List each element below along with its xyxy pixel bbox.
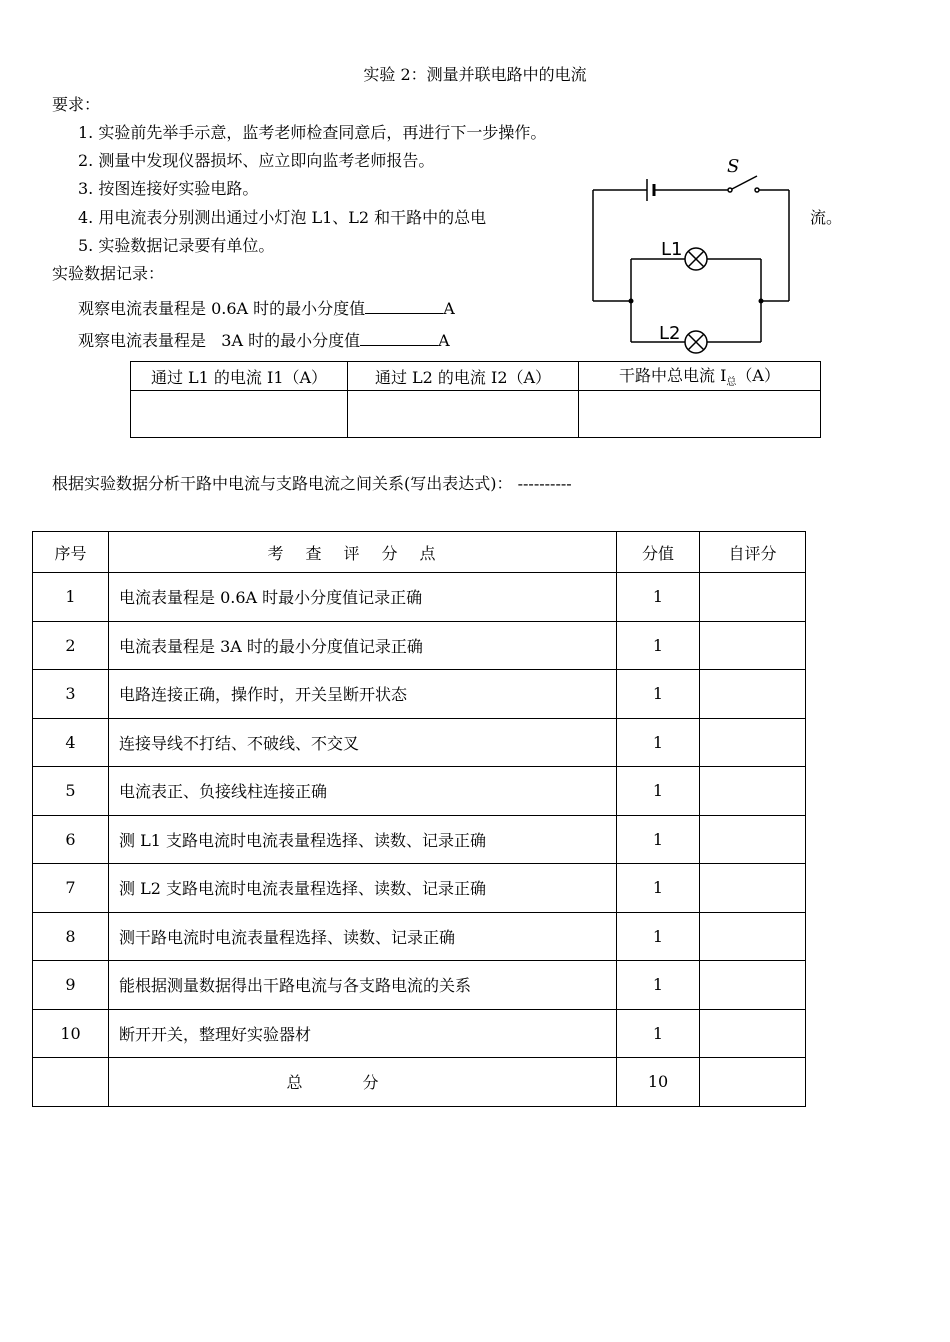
row-no: 6 xyxy=(33,815,109,864)
data-table-header xyxy=(579,362,821,391)
unit-label: A xyxy=(438,331,450,350)
self-score-cell[interactable] xyxy=(700,1009,806,1058)
analysis-text: 根据实验数据分析干路中电流与支路电流之间关系(写出表达式)： xyxy=(52,474,513,493)
row-point: 电流表正、负接线柱连接正确 xyxy=(109,767,617,816)
data-cell-i1[interactable] xyxy=(131,391,348,438)
table-row xyxy=(33,767,806,816)
table-row xyxy=(33,961,806,1010)
row-point: 测干路电流时电流表量程选择、读数、记录正确 xyxy=(109,912,617,961)
header-self: 自评分 xyxy=(700,532,806,573)
table-row xyxy=(33,718,806,767)
row-score: 1 xyxy=(617,912,700,961)
row-score: 1 xyxy=(617,961,700,1010)
requirement-item: 1. 实验前先举手示意，监考老师检查同意后，再进行下一步操作。 xyxy=(78,123,547,142)
page-title: 实验 2：测量并联电路中的电流 xyxy=(363,65,587,84)
table-row xyxy=(33,670,806,719)
table-row xyxy=(33,621,806,670)
requirement-item: 3. 按图连接好实验电路。 xyxy=(78,179,259,198)
table-row xyxy=(33,573,806,622)
row-no: 7 xyxy=(33,864,109,913)
data-cell-i2[interactable] xyxy=(348,391,579,438)
header-no: 序号 xyxy=(33,532,109,573)
circuit-diagram xyxy=(585,150,800,360)
total-no-cell xyxy=(33,1058,109,1107)
record-line-1 xyxy=(78,299,455,319)
row-no: 4 xyxy=(33,718,109,767)
self-score-cell[interactable] xyxy=(700,767,806,816)
row-point: 测 L1 支路电流时电流表量程选择、读数、记录正确 xyxy=(109,815,617,864)
row-point: 测 L2 支路电流时电流表量程选择、读数、记录正确 xyxy=(109,864,617,913)
row-score: 1 xyxy=(617,1009,700,1058)
self-score-cell[interactable] xyxy=(700,573,806,622)
row-no: 9 xyxy=(33,961,109,1010)
row-no: 3 xyxy=(33,670,109,719)
record-heading: 实验数据记录： xyxy=(52,264,165,283)
self-score-cell[interactable] xyxy=(700,864,806,913)
analysis-answer-dashes[interactable]: ---------- xyxy=(517,474,572,493)
self-score-cell[interactable] xyxy=(700,670,806,719)
row-score: 1 xyxy=(617,573,700,622)
lamp-1-label: L1 xyxy=(661,239,683,260)
row-no: 1 xyxy=(33,573,109,622)
total-current-header: 干路中总电流 I xyxy=(619,366,727,386)
self-score-cell[interactable] xyxy=(700,961,806,1010)
data-cell-itotal[interactable] xyxy=(579,391,821,438)
table-row xyxy=(33,1009,806,1058)
total-self-score-cell[interactable] xyxy=(700,1058,806,1107)
row-no: 8 xyxy=(33,912,109,961)
requirement-item-tail: 流。 xyxy=(810,208,843,227)
requirement-item: 2. 测量中发现仪器损坏、应立即向监考老师报告。 xyxy=(78,151,435,170)
scoring-table xyxy=(32,531,806,1107)
row-score: 1 xyxy=(617,815,700,864)
total-score: 10 xyxy=(617,1058,700,1107)
header-score: 分值 xyxy=(617,532,700,573)
record-line-1-text: 观察电流表量程是 0.6A 时的最小分度值 xyxy=(78,299,366,318)
row-point: 能根据测量数据得出干路电流与各支路电流的关系 xyxy=(109,961,617,1010)
header-point: 考查评分点 xyxy=(109,532,617,573)
self-score-cell[interactable] xyxy=(700,815,806,864)
row-point: 电路连接正确，操作时，开关呈断开状态 xyxy=(109,670,617,719)
row-no: 5 xyxy=(33,767,109,816)
row-score: 1 xyxy=(617,864,700,913)
answer-blank[interactable] xyxy=(360,331,438,346)
table-row xyxy=(33,815,806,864)
requirement-item: 4. 用电流表分别测出通过小灯泡 L1、L2 和干路中的总电 xyxy=(78,208,487,227)
requirement-item: 5. 实验数据记录要有单位。 xyxy=(78,236,275,255)
analysis-line xyxy=(52,474,572,494)
unit-label: A xyxy=(443,299,455,318)
data-record-table xyxy=(130,361,821,438)
total-subscript: 总 xyxy=(726,377,737,389)
record-line-2 xyxy=(78,331,450,351)
self-score-cell[interactable] xyxy=(700,912,806,961)
answer-blank[interactable] xyxy=(365,299,443,314)
record-line-2-text: 观察电流表量程是 3A 时的最小分度值 xyxy=(78,331,361,350)
self-score-cell[interactable] xyxy=(700,621,806,670)
row-score: 1 xyxy=(617,767,700,816)
row-no: 10 xyxy=(33,1009,109,1058)
total-label: 总分 xyxy=(109,1058,617,1107)
switch-label: S xyxy=(727,156,740,177)
row-score: 1 xyxy=(617,621,700,670)
row-score: 1 xyxy=(617,670,700,719)
row-no: 2 xyxy=(33,621,109,670)
junction-dot-right xyxy=(759,299,764,304)
requirements-heading: 要求： xyxy=(52,95,101,114)
data-table-header: 通过 L2 的电流 I2（A） xyxy=(348,362,579,391)
switch-blade xyxy=(732,176,757,189)
row-point: 连接导线不打结、不破线、不交叉 xyxy=(109,718,617,767)
row-point: 断开开关，整理好实验器材 xyxy=(109,1009,617,1058)
total-row xyxy=(33,1058,806,1107)
junction-dot-left xyxy=(629,299,634,304)
row-score: 1 xyxy=(617,718,700,767)
lamp-2-label: L2 xyxy=(659,323,681,344)
table-row xyxy=(33,864,806,913)
table-row xyxy=(33,912,806,961)
total-current-unit: （A） xyxy=(736,366,780,386)
row-point: 电流表量程是 0.6A 时最小分度值记录正确 xyxy=(109,573,617,622)
self-score-cell[interactable] xyxy=(700,718,806,767)
data-table-header: 通过 L1 的电流 I1（A） xyxy=(131,362,348,391)
row-point: 电流表量程是 3A 时的最小分度值记录正确 xyxy=(109,621,617,670)
